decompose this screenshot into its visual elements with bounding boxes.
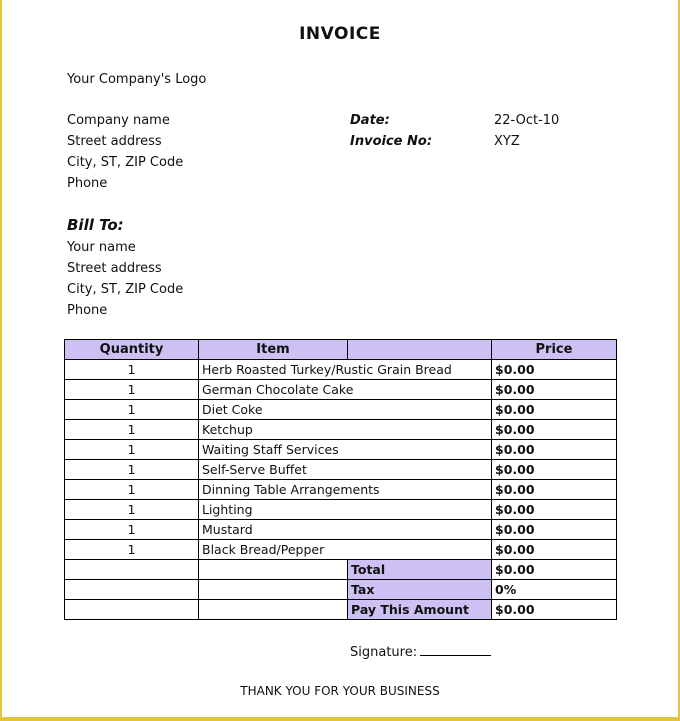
item-cell: German Chocolate Cake (199, 380, 492, 400)
signature-label: Signature: (350, 645, 418, 660)
bill-to-name: Your name (67, 240, 136, 255)
price-cell: $0.00 (492, 380, 617, 400)
date-value: 22-Oct-10 (494, 113, 560, 128)
bill-to-street: Street address (67, 261, 162, 276)
company-logo-placeholder: Your Company's Logo (67, 72, 207, 87)
summary-label: Total (348, 560, 492, 580)
summary-value: $0.00 (492, 600, 617, 620)
table-row (65, 520, 617, 540)
invoice-number-value: XYZ (494, 134, 520, 149)
bill-to-city: City, ST, ZIP Code (67, 282, 184, 297)
summary-row (65, 560, 617, 580)
bill-to-phone: Phone (67, 303, 108, 318)
item-cell: Lighting (199, 500, 492, 520)
price-cell: $0.00 (492, 400, 617, 420)
price-cell: $0.00 (492, 520, 617, 540)
summary-row (65, 600, 617, 620)
quantity-cell: 1 (65, 500, 199, 520)
company-name: Company name (67, 113, 170, 128)
summary-value: 0% (492, 580, 617, 600)
item-cell: Black Bread/Pepper (199, 540, 492, 560)
table-row (65, 380, 617, 400)
quantity-cell: 1 (65, 360, 199, 380)
invoice-items-table (64, 339, 617, 620)
price-cell: $0.00 (492, 440, 617, 460)
price-cell: $0.00 (492, 360, 617, 380)
item-cell: Herb Roasted Turkey/Rustic Grain Bread (199, 360, 492, 380)
empty-cell (65, 600, 199, 620)
table-row (65, 460, 617, 480)
item-cell: Self-Serve Buffet (199, 460, 492, 480)
quantity-cell: 1 (65, 540, 199, 560)
bill-to-heading: Bill To: (67, 216, 124, 234)
price-cell: $0.00 (492, 420, 617, 440)
quantity-cell: 1 (65, 380, 199, 400)
quantity-header: Quantity (65, 340, 199, 360)
empty-cell (199, 580, 348, 600)
quantity-cell: 1 (65, 460, 199, 480)
company-city: City, ST, ZIP Code (67, 155, 184, 170)
item-cell: Dinning Table Arrangements (199, 480, 492, 500)
date-label: Date: (350, 113, 390, 128)
thank-you-footer: THANK YOU FOR YOUR BUSINESS (240, 684, 440, 698)
invoice-title: INVOICE (299, 24, 381, 44)
table-row (65, 480, 617, 500)
empty-cell (65, 560, 199, 580)
table-row (65, 360, 617, 380)
item-header-extra (348, 340, 492, 360)
item-cell: Mustard (199, 520, 492, 540)
signature-line[interactable] (420, 643, 491, 656)
table-header-row (65, 340, 617, 360)
summary-label: Pay This Amount (348, 600, 492, 620)
quantity-cell: 1 (65, 420, 199, 440)
summary-value: $0.00 (492, 560, 617, 580)
price-cell: $0.00 (492, 540, 617, 560)
summary-row (65, 580, 617, 600)
item-header: Item (199, 340, 348, 360)
company-phone: Phone (67, 176, 108, 191)
item-cell: Waiting Staff Services (199, 440, 492, 460)
price-cell: $0.00 (492, 480, 617, 500)
summary-label: Tax (348, 580, 492, 600)
empty-cell (199, 560, 348, 580)
empty-cell (199, 600, 348, 620)
quantity-cell: 1 (65, 440, 199, 460)
price-cell: $0.00 (492, 500, 617, 520)
item-cell: Diet Coke (199, 400, 492, 420)
table-row (65, 540, 617, 560)
price-cell: $0.00 (492, 460, 617, 480)
price-header: Price (492, 340, 617, 360)
invoice-number-label: Invoice No: (350, 134, 433, 149)
empty-cell (65, 580, 199, 600)
table-row (65, 420, 617, 440)
table-row (65, 440, 617, 460)
quantity-cell: 1 (65, 520, 199, 540)
company-street: Street address (67, 134, 162, 149)
quantity-cell: 1 (65, 400, 199, 420)
item-cell: Ketchup (199, 420, 492, 440)
table-row (65, 400, 617, 420)
signature-area (350, 643, 491, 660)
quantity-cell: 1 (65, 480, 199, 500)
table-row (65, 500, 617, 520)
